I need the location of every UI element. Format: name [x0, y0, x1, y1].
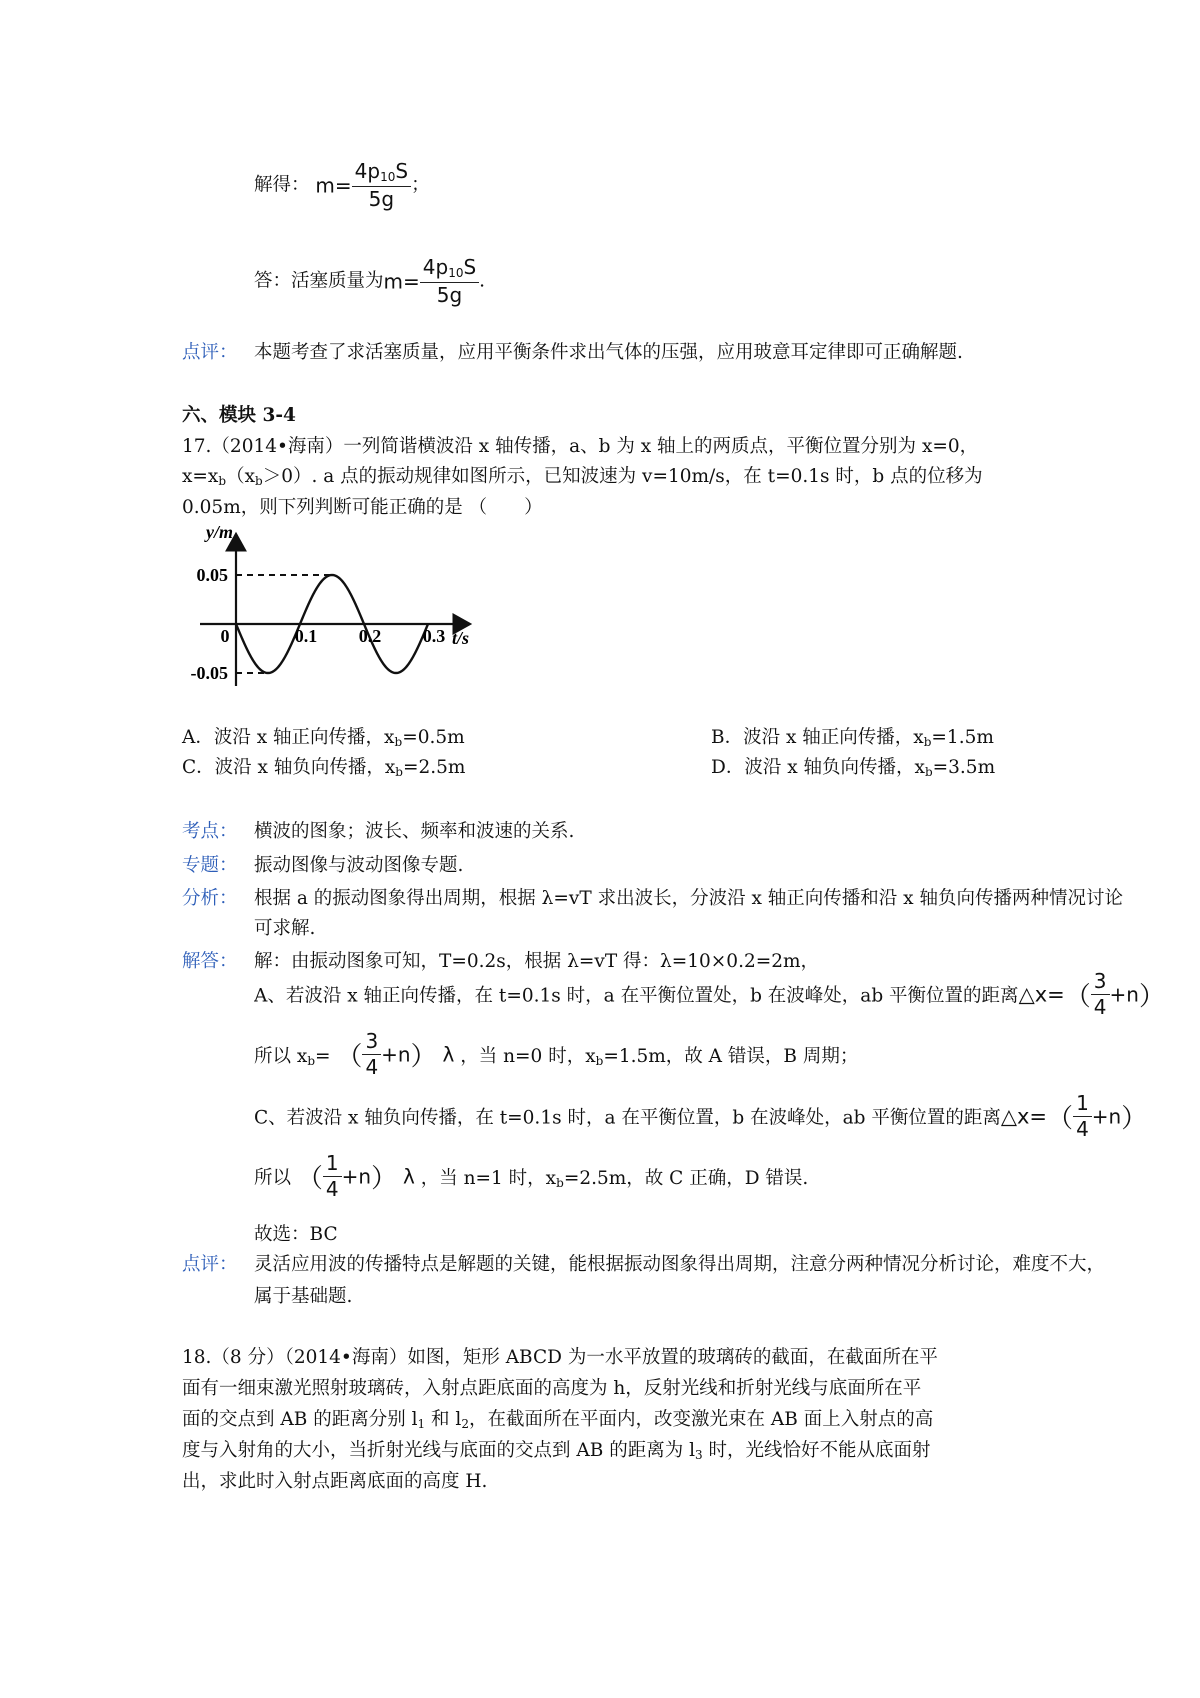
- dianping1-label: 点评：: [182, 342, 238, 363]
- x-axis-label: t/s: [452, 628, 470, 648]
- mass-fraction-denominator: 5g: [368, 186, 395, 211]
- period: .: [479, 270, 486, 292]
- fenxi-line1: 根据 a 的振动图象得出周期，根据 λ=vT 求出波长，分波沿 x 轴正向传播和沿 x 轴负向传播两种情况讨论: [254, 888, 1123, 909]
- jieda-line1: 解：由振动图象可知，T=0.2s，根据 λ=vT 得：λ=10×0.2=2m，: [254, 951, 820, 972]
- mass-fraction-numerator: $4p_{10}S$: [352, 160, 411, 187]
- frac-3-4-b: $\frac{3}{4}$: [362, 1030, 381, 1079]
- delta-x-label: △x=: [1018, 982, 1065, 1007]
- zhuanti-row: [182, 851, 464, 877]
- guxuan: 故选：BC: [254, 1224, 338, 1245]
- m-label: m=: [315, 173, 352, 198]
- zhuanti-label: 专题：: [182, 855, 238, 876]
- delta-x-label-2: △x=: [1000, 1104, 1048, 1129]
- jieda-lineC: C、若波沿 x 轴负向传播，在 t=0.1s 时，a 在平衡位置，b 在波峰处，ab 平衡位置的距离△x=（ $\frac{1}{4}$ +n）: [254, 1092, 1148, 1141]
- m-label-2: m=: [383, 269, 420, 294]
- jiede-line: [254, 160, 430, 211]
- jieda-lineD: 所以 （ $\frac{1}{4}$ +n） λ ，当 n=1 时，$x_b=2.5m$，故 C 正确，D 错误.: [254, 1151, 809, 1201]
- q18-line5: 出，求此时入射点距离底面的高度 H.: [182, 1471, 488, 1492]
- fenxi-row: [182, 884, 238, 910]
- semicolon: ；: [411, 174, 430, 196]
- fenxi-label: 分析：: [182, 888, 238, 909]
- kaodian-label: 考点：: [182, 821, 238, 842]
- y-tick--0.05: -0.05: [190, 663, 228, 683]
- jieda-lineB: 所以 $x_b=$ （ $\frac{3}{4}$ +n） λ ，当 n=0 时，$x_b=1.5m$，故 A 错误，B 周期；: [254, 1029, 859, 1079]
- dianping2-line1: 灵活应用波的传播特点是解题的关键，能根据振动图象得出周期，注意分两种情况分析讨论，难度不大，: [254, 1254, 1106, 1275]
- jieda-lineA: A、若波沿 x 轴正向传播，在 t=0.1s 时，a 在平衡位置处，b 在波峰处，ab 平衡位置的距离△x=（ $\frac{3}{4}$ +n）: [254, 970, 1165, 1019]
- dianping2-row: [182, 1250, 238, 1276]
- fenxi-line2: 可求解.: [254, 918, 316, 939]
- kaodian-row: [182, 817, 575, 843]
- q18-line2: 面有一细束激光照射玻璃砖，入射点距底面的高度为 h，反射光线和折射光线与底面所在平: [182, 1378, 922, 1399]
- q17-line2: $x=x_b(x_b>0)$. a 点的振动规律如图所示，已知波速为 v=10m/s，在 t=0.1s 时，b 点的位移为: [182, 466, 983, 488]
- q17-line3: 0.05m，则下列判断可能正确的是 （ ）: [182, 497, 543, 518]
- x-tick-0.3: 0.3: [422, 626, 446, 646]
- section-title: 六、模块 3-4: [182, 405, 296, 426]
- vibration-graph: [180, 524, 490, 699]
- dianping1-text: 本题考查了求活塞质量，应用平衡条件求出气体的压强，应用玻意耳定律即可正确解题.: [254, 342, 963, 363]
- frac-3-4-a: $\frac{3}{4}$: [1091, 970, 1110, 1019]
- q18-line3: 面的交点到 AB 的距离分别 $l_1$ 和 $l_2$，在截面所在平面内，改变激光束在 AB 面上入射点的高: [182, 1409, 934, 1431]
- q17-line1: 17.（2014•海南）一列简谐横波沿 x 轴传播，a、b 为 x 轴上的两质点，平衡位置分别为 x=0，: [182, 436, 979, 457]
- mass-fraction-2: [420, 256, 479, 307]
- q18-line1: 18.（8 分）（2014•海南）如图，矩形 ABCD 为一水平放置的玻璃砖的截面，在截面所在平: [182, 1347, 938, 1368]
- mass-fraction-2-denominator: 5g: [436, 282, 463, 307]
- lambda-symbol: λ: [442, 1042, 455, 1067]
- mass-fraction-2-numerator: $4p_{10}S$: [420, 256, 479, 283]
- dianping2-line2: 属于基础题.: [254, 1286, 353, 1307]
- jiede-label: 解得：: [254, 174, 310, 196]
- frac-1-4-a: $\frac{1}{4}$: [1073, 1092, 1092, 1141]
- x-tick-0: 0: [220, 626, 230, 646]
- lambda-symbol-2: λ: [403, 1164, 415, 1189]
- zhuanti-text: 振动图像与波动图像专题.: [254, 855, 464, 876]
- answer-line: [254, 256, 485, 307]
- option-A[interactable]: A．波沿 x 轴正向传播，$x_b=0.5m$: [182, 727, 465, 749]
- frac-1-4-b: $\frac{1}{4}$: [323, 1152, 342, 1201]
- option-B[interactable]: B．波沿 x 轴正向传播，$x_b=1.5m$: [711, 727, 994, 749]
- y-axis-label: y/m: [206, 524, 233, 542]
- dianping1-row: [182, 338, 963, 364]
- x-tick-0.2: 0.2: [358, 626, 382, 646]
- y-tick-0.05: 0.05: [196, 565, 228, 585]
- dianping2-label: 点评：: [182, 1254, 238, 1275]
- option-D[interactable]: D．波沿 x 轴负向传播，$x_b=3.5m$: [711, 757, 996, 779]
- chart-dynamic-layer: [191, 524, 470, 683]
- jieda-label: 解答：: [182, 951, 238, 972]
- jieda-row: [182, 947, 238, 973]
- q18-line4: 度与入射角的大小，当折射光线与底面的交点到 AB 的距离为 $l_3$ 时，光线恰好不能从底面射: [182, 1440, 931, 1462]
- mass-fraction: [352, 160, 411, 211]
- option-C[interactable]: C．波沿 x 轴负向传播，$x_b=2.5m$: [182, 757, 466, 779]
- x-tick-0.1: 0.1: [294, 626, 318, 646]
- kaodian-text: 横波的图象；波长、频率和波速的关系.: [254, 821, 575, 842]
- answer-label: 答：活塞质量为: [254, 270, 384, 292]
